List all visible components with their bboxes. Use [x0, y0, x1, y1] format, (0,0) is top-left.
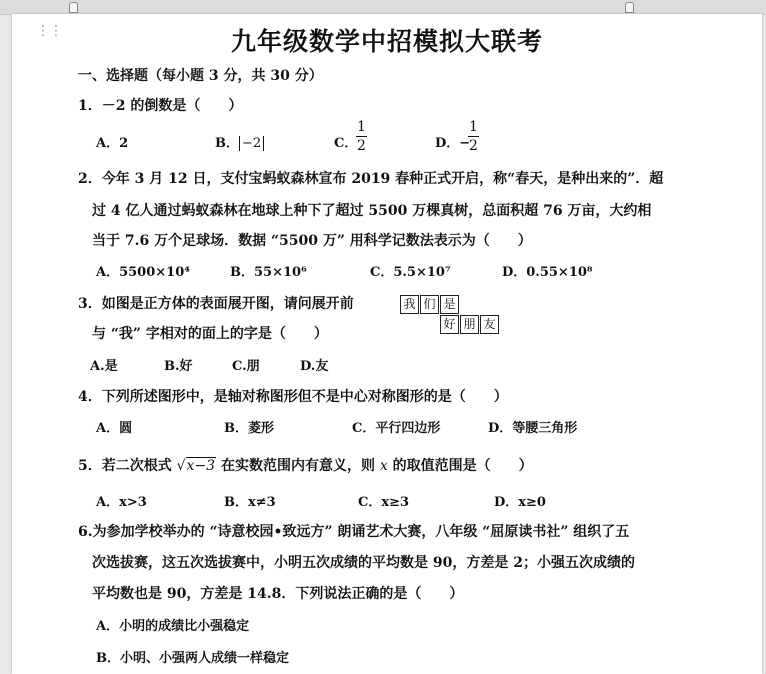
question-2-line-1: 2．今年 3 月 12 日，支付宝蚂蚁森林宣布 2019 春种正式开启，称“春天，是种出来的”．超 — [78, 171, 664, 187]
q6-option-a: A．小明的成绩比小强稳定 — [96, 619, 250, 634]
page-title: 九年级数学中招模拟大联考 — [230, 27, 543, 56]
left-indent-marker[interactable] — [69, 2, 78, 13]
q1-d-numerator: 1 — [469, 119, 478, 135]
q5-variable: x — [379, 458, 388, 474]
q2-option-a: A．5500×10⁴ — [96, 265, 190, 280]
section-heading: 一、选择题（每小题 3 分，共 30 分） — [78, 68, 323, 84]
fraction-bar — [356, 136, 367, 137]
question-3-line-2: 与 “我” 字相对的面上的字是（ ） — [92, 326, 328, 342]
q1-c-numerator: 1 — [357, 119, 366, 135]
question-6-line-2: 次选拔赛，这五次选拔赛中，小明五次成绩的平均数是 90，方差是 2；小强五次成绩的 — [92, 555, 635, 571]
fraction-bar — [468, 136, 479, 137]
drag-handle-icon[interactable]: ⋮⋮ — [36, 23, 62, 39]
q4-option-a: A．圆 — [96, 421, 133, 436]
net-cell: 是 — [440, 295, 459, 314]
q2-option-c: C．5.5×10⁷ — [370, 265, 451, 280]
q5-stem-suffix: 的取值范围是（ ） — [392, 458, 533, 474]
q5-option-b: B．x≠3 — [224, 495, 276, 510]
question-6-line-1: 6.为参加学校举办的 “诗意校园•致远方” 朗诵艺术大赛，八年级 “屈原读书社” 组织了五 — [78, 524, 630, 540]
q1-option-b-label: B． — [215, 136, 239, 151]
q1-option-c-label: C． — [334, 136, 358, 151]
q1-option-d-label: D．− — [435, 136, 471, 151]
question-2-line-2: 过 4 亿人通过蚂蚁森林在地球上种下了超过 5500 万棵真树，总面积超 76 万亩，大约相 — [92, 203, 652, 219]
q6-option-b: B．小明、小强两人成绩一样稳定 — [96, 651, 289, 666]
net-cell: 朋 — [460, 315, 479, 334]
q1-option-b-abs: −2 — [239, 136, 264, 151]
question-3-line-1: 3．如图是正方体的表面展开图，请问展开前 — [78, 296, 354, 312]
right-indent-marker[interactable] — [625, 2, 634, 13]
q5-radicand: x−3 — [186, 458, 216, 474]
net-cell: 们 — [420, 295, 439, 314]
question-5-stem — [78, 455, 533, 475]
q4-option-c: C．平行四边形 — [352, 421, 441, 436]
q3-option-a: A.是 — [90, 359, 118, 374]
document-page — [12, 14, 762, 674]
q2-option-b: B．55×10⁶ — [230, 265, 307, 280]
q5-option-d: D．x≥0 — [494, 495, 546, 510]
q5-stem-prefix: 5．若二次根式 — [78, 458, 172, 474]
ruler-bar — [0, 0, 766, 15]
q1-option-d-fraction — [468, 119, 479, 154]
net-cell: 好 — [440, 315, 459, 334]
question-4-stem: 4．下列所述图形中，是轴对称图形但不是中心对称图形的是（ ） — [78, 389, 508, 405]
net-cell: 我 — [400, 295, 419, 314]
q3-option-c: C.朋 — [232, 359, 260, 374]
q4-option-b: B．菱形 — [224, 421, 274, 436]
q1-option-a: A．2 — [96, 136, 129, 151]
q3-option-b: B.好 — [164, 359, 193, 374]
q4-option-d: D．等腰三角形 — [488, 421, 578, 436]
q5-stem-middle: 在实数范围内有意义，则 — [220, 458, 375, 474]
q5-option-c: C．x≥3 — [358, 495, 410, 510]
q1-c-denominator: 2 — [357, 138, 366, 154]
q5-sqrt-expression: √x−3 — [176, 458, 216, 474]
q1-d-denominator: 2 — [469, 138, 478, 154]
q1-option-c-fraction — [356, 119, 367, 154]
question-2-line-3: 当于 7.6 万个足球场．数据 “5500 万” 用科学记数法表示为（ ） — [92, 233, 532, 249]
question-6-line-3: 平均数也是 90，方差是 14.8．下列说法正确的是（ ） — [92, 586, 464, 602]
q2-option-d: D．0.55×10⁸ — [502, 265, 593, 280]
q1-option-b — [215, 132, 264, 151]
q5-option-a: A．x>3 — [96, 495, 147, 510]
question-1-stem: 1．－2 的倒数是（ ） — [78, 98, 243, 114]
q3-option-d: D.友 — [300, 359, 329, 374]
net-cell: 友 — [480, 315, 499, 334]
